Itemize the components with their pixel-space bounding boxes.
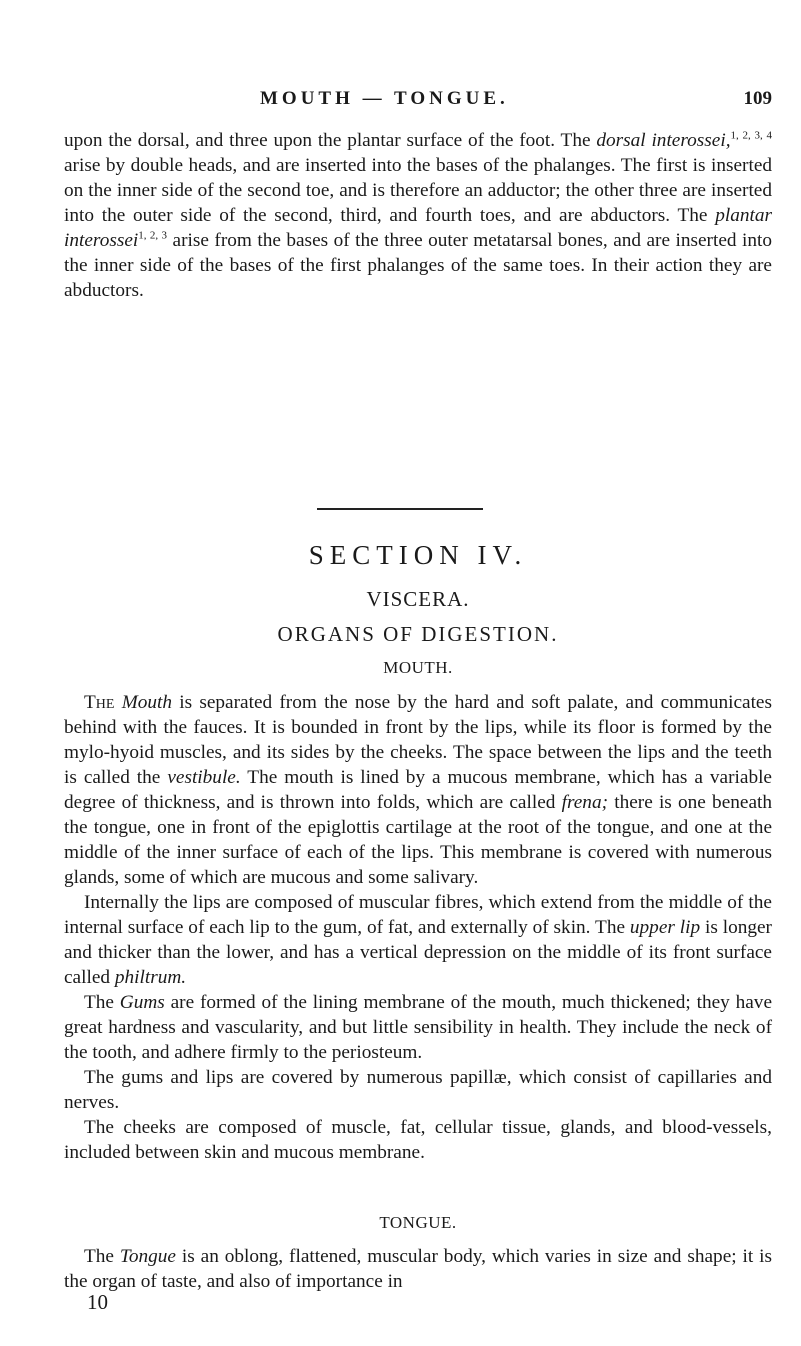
paragraph-cheeks — [64, 1115, 772, 1165]
text-run: The mouth is lined by a mucous membrane, which has a variable degree of thickness, and is thrown into folds, which are called — [64, 767, 772, 813]
paragraph-lips — [64, 890, 772, 990]
signature-mark: 10 — [87, 1290, 108, 1314]
text-run: bases of the phalanges. The first is inserted on the inner side of the second toe, and is therefore an adductor; the other three are inserted into the outer side of the second, third, and fourth toes, and are abductors. The — [64, 155, 773, 226]
term-mouth: Mouth — [121, 692, 173, 713]
paragraph-gums — [64, 990, 772, 1065]
footnote-refs: 1, 2, 3, 4 — [730, 129, 773, 142]
text-run: is separated from the nose by the hard and soft palate, and communicates behind with the fauces. It is bounded in front by the lips, while its floor is formed by the mylo-hyoid muscles, and its sides by the cheeks. The space between the lips and the teeth is called the — [64, 692, 772, 788]
text-run: arise from the bases of the three outer metatarsal bones, and are inserted into the inner side of the bases of the first phalanges of the same toes. In their action they are abductors. — [64, 230, 772, 301]
term-tongue: Tongue — [119, 1246, 176, 1267]
text-run: The — [84, 1246, 120, 1267]
section-divider — [317, 508, 483, 510]
term-dorsal-interossei: dorsal interossei, — [596, 130, 731, 151]
term-plantar-interossei: plantar interossei — [64, 205, 772, 251]
text-run: are formed of the lining membrane of the mouth, much thickened; they have great hardness and vascularity, and but little sensibility in health. They include the neck of the tooth, and adhere firmly to the periosteum. — [64, 992, 773, 1063]
term-upper-lip: upper lip — [629, 917, 701, 938]
mouth-heading: MOUTH. — [383, 658, 453, 677]
paragraph-tongue — [64, 1244, 772, 1294]
text-run: is an oblong, flattened, muscular body, which varies in size and shape; it is the organ of taste, and also of importance in — [64, 1246, 772, 1292]
text-run: Internally the lips are composed of muscular fibres, which extend from the middle of the internal surface of each lip to the gum, of fat, and externally of skin. The — [64, 892, 772, 938]
text-run: The gums and lips are covered by numerous papillæ, which consist of capillaries and nerves. — [64, 1067, 772, 1113]
tongue-section — [64, 1244, 772, 1294]
text-run: there is one beneath the tongue, one in front of the epiglottis cartilage at the root of the tongue, and one at the middle of the inner surface of each of the lips. This membrane is covered with numerous glands, some of which are mucous and some salivary. — [64, 792, 773, 888]
running-head — [64, 88, 772, 114]
text-run: arise by double heads, and are inserted into the — [64, 155, 431, 176]
page-number: 109 — [743, 88, 772, 109]
footnote-refs: 1, 2, 3 — [138, 229, 168, 242]
section-heading: SECTION IV. — [308, 540, 528, 570]
term-vestibule: vestibule. — [167, 767, 241, 788]
paragraph-papillae — [64, 1065, 772, 1115]
paragraph-interossei — [64, 128, 772, 303]
term-frena: frena; — [561, 792, 609, 813]
tongue-heading: TONGUE. — [379, 1213, 457, 1232]
running-title: MOUTH — TONGUE. — [260, 88, 509, 109]
text-run: The — [84, 992, 120, 1013]
text-run: is longer and thicker than the lower, and has a vertical depression on the middle of its front surface called — [64, 917, 772, 988]
viscera-heading: VISCERA. — [366, 587, 470, 611]
mouth-section — [64, 690, 772, 1165]
paragraph-mouth — [64, 690, 772, 890]
organs-heading: ORGANS OF DIGESTION. — [277, 622, 559, 646]
term-philtrum: philtrum. — [114, 967, 187, 988]
lead-word: The — [84, 692, 115, 713]
text-run: The cheeks are composed of muscle, fat, cellular tissue, glands, and blood-vessels, included between skin and mucous membrane. — [64, 1117, 772, 1163]
text-run: upon the dorsal, and three upon the plantar surface of the foot. The — [64, 130, 591, 151]
term-gums: Gums — [119, 992, 165, 1013]
